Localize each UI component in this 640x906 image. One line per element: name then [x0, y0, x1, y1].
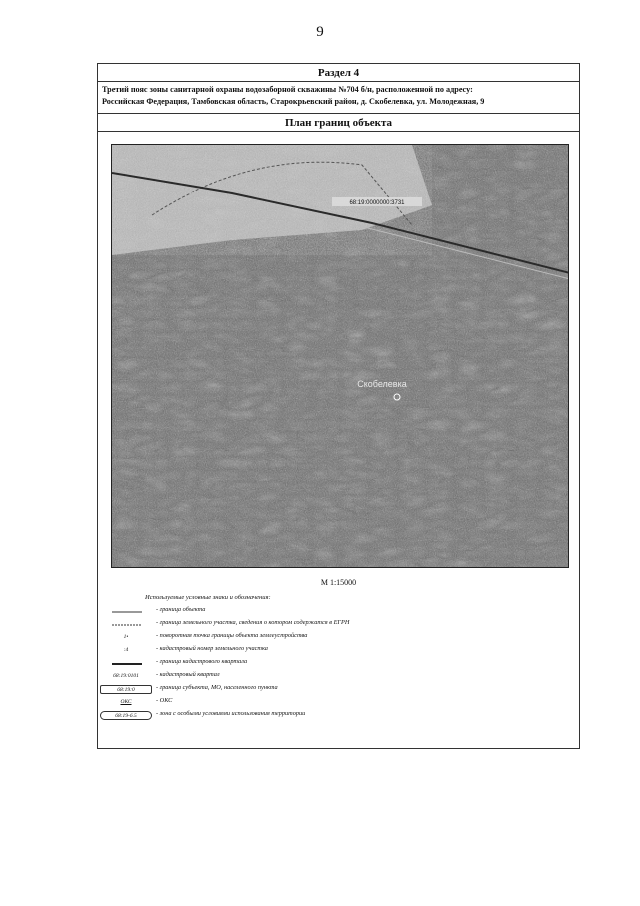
- satellite-map-image: [112, 145, 569, 568]
- plan-title: План границ объекта: [98, 114, 579, 132]
- legend-item-turning-point: 1• - поворотная точка границы объекта землеустройства: [123, 632, 308, 640]
- address-line-1: Третий пояс зоны санитарной охраны водозаборной скважины №704 б/н, расположенной по адресу:: [102, 85, 473, 94]
- legend-item-subject-boundary: 68:19:0 - граница субъекта, МО, населенного пункта: [98, 683, 578, 695]
- legend-item-cadastral-quarter: 68:19:0101 - кадастровый квартал: [113, 671, 220, 679]
- legend-heading: Используемые условные знаки и обозначения:: [145, 594, 271, 601]
- village-label: Скобелевка: [357, 379, 407, 389]
- legend-item-quarter-boundary: - граница кадастрового квартала: [156, 658, 248, 665]
- legend-item-land-plot-boundary: - граница земельного участка, сведения о котором содержатся в ЕГРН: [156, 619, 350, 626]
- object-address: [98, 82, 579, 114]
- cadastral-number-label: 68:19:0000000:3731: [349, 200, 405, 206]
- legend-item-special-zone: 68:19-6.5 - зона с особыми условиями использования территории: [98, 709, 578, 721]
- section-title: Раздел 4: [98, 64, 579, 82]
- address-line-2: Российская Федерация, Тамбовская область, Старокрьевский район, д. Скобелевка, ул. Молодежная, 9: [102, 97, 485, 106]
- page-number: 9: [316, 24, 324, 40]
- map-scale: М 1:15000: [320, 578, 357, 587]
- legend-item-oks: ОКС - ОКС: [120, 697, 173, 705]
- boundary-map: [111, 144, 569, 568]
- legend-item-cadastral-number: :4 - кадастровый номер земельного участка: [123, 645, 268, 653]
- legend-item-object-boundary: - граница объекта: [156, 606, 206, 613]
- document-frame: [97, 63, 580, 749]
